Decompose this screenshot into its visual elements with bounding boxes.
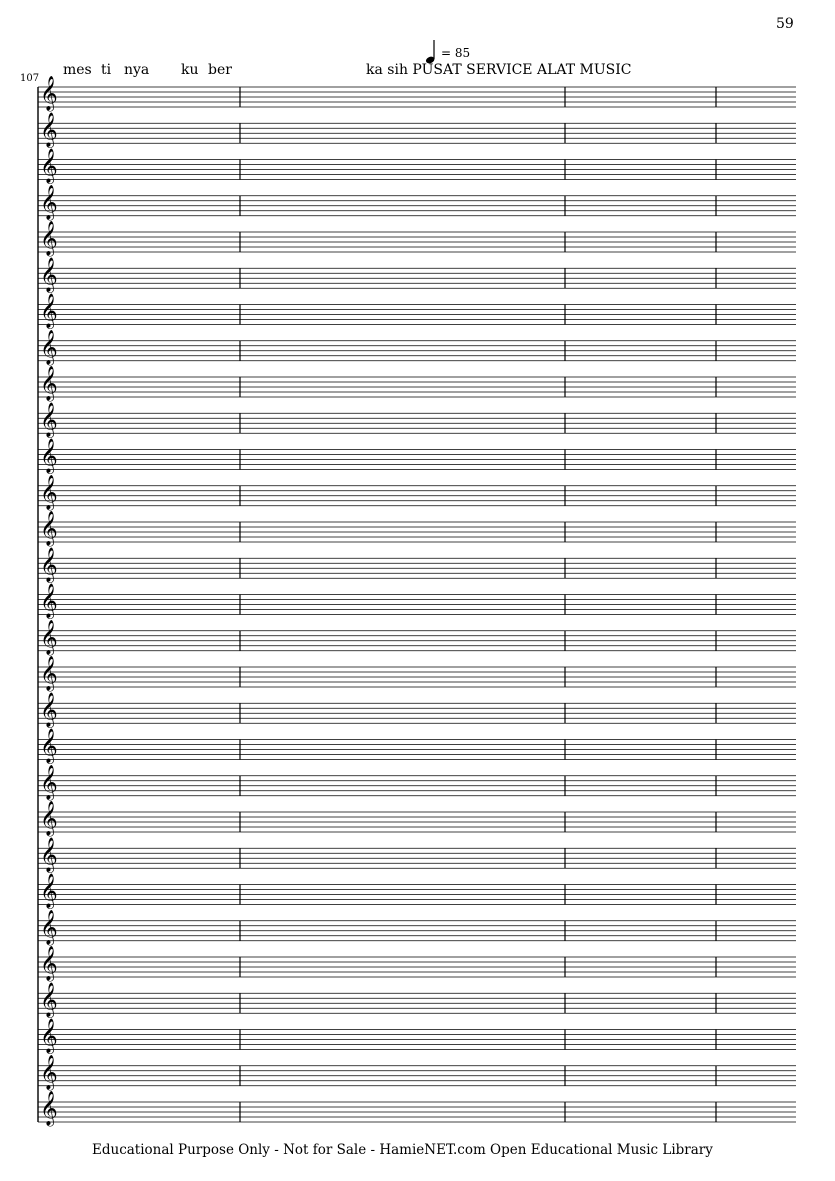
treble-clef-icon: 𝄞	[40, 764, 58, 800]
treble-clef-icon: 𝄞	[40, 583, 58, 619]
treble-clef-icon: 𝄞	[40, 474, 58, 510]
staff	[38, 765, 796, 801]
treble-clef-icon: 𝄞	[40, 366, 58, 401]
treble-clef-icon: 𝄞	[40, 76, 58, 111]
staff	[38, 294, 796, 330]
treble-clef-icon: 𝄞	[40, 329, 58, 365]
staff	[38, 547, 796, 583]
staff	[38, 1019, 796, 1055]
staff	[38, 1055, 796, 1091]
lyric-line-text: ka sih PUSAT SERVICE ALAT MUSIC	[366, 62, 632, 78]
staff	[38, 801, 796, 837]
treble-clef-icon: 𝄞	[40, 1091, 58, 1126]
treble-clef-icon: 𝄞	[40, 438, 58, 474]
staff	[38, 982, 796, 1018]
staff	[38, 402, 796, 438]
page-number: 59	[776, 16, 794, 32]
staff	[38, 729, 796, 765]
treble-clef-icon: 𝄞	[40, 221, 58, 256]
treble-clef-icon: 𝄞	[40, 909, 58, 945]
treble-clef-icon: 𝄞	[40, 728, 58, 764]
treble-clef-icon: 𝄞	[40, 619, 58, 655]
treble-clef-icon: 𝄞	[40, 1054, 58, 1090]
treble-clef-icon: 𝄞	[40, 982, 58, 1018]
treble-clef-icon: 𝄞	[40, 402, 58, 438]
treble-clef-icon: 𝄞	[40, 692, 58, 728]
lyric-syllable: nya	[124, 62, 150, 78]
treble-clef-icon: 𝄞	[40, 837, 58, 873]
staff	[38, 1091, 796, 1127]
tempo-value: = 85	[441, 46, 471, 60]
treble-clef-icon: 𝄞	[40, 946, 58, 981]
treble-clef-icon: 𝄞	[40, 873, 58, 909]
staff	[38, 656, 796, 692]
treble-clef-icon: 𝄞	[40, 547, 58, 583]
staff	[38, 330, 796, 366]
staff	[38, 112, 796, 148]
treble-clef-icon: 𝄞	[40, 293, 58, 329]
staff	[38, 874, 796, 910]
staff	[38, 837, 796, 873]
treble-clef-icon: 𝄞	[40, 656, 58, 691]
treble-clef-icon: 𝄞	[40, 1018, 58, 1054]
staff	[38, 475, 796, 511]
staff	[38, 149, 796, 185]
staff	[38, 946, 796, 982]
staff	[38, 439, 796, 475]
staff	[38, 366, 796, 402]
staff	[38, 692, 796, 728]
staff	[38, 910, 796, 946]
treble-clef-icon: 𝄞	[40, 801, 58, 836]
staff	[38, 221, 796, 257]
treble-clef-icon: 𝄞	[40, 511, 58, 546]
staff	[38, 511, 796, 547]
staff	[38, 257, 796, 293]
treble-clef-icon: 𝄞	[40, 184, 58, 220]
treble-clef-icon: 𝄞	[40, 257, 58, 293]
lyric-syllable: ku	[181, 62, 199, 78]
footer-notice: Educational Purpose Only - Not for Sale - HamieNET.com Open Educational Music Library	[92, 1142, 713, 1158]
lyric-syllable: ti	[101, 62, 112, 78]
staff	[38, 76, 796, 112]
staff	[38, 185, 796, 221]
lyric-syllable: mes	[63, 62, 92, 78]
measure-number: 107	[20, 73, 40, 84]
treble-clef-icon: 𝄞	[40, 112, 58, 148]
treble-clef-icon: 𝄞	[40, 148, 58, 184]
staff	[38, 584, 796, 620]
lyric-syllable: ber	[208, 62, 232, 78]
staff	[38, 620, 796, 656]
